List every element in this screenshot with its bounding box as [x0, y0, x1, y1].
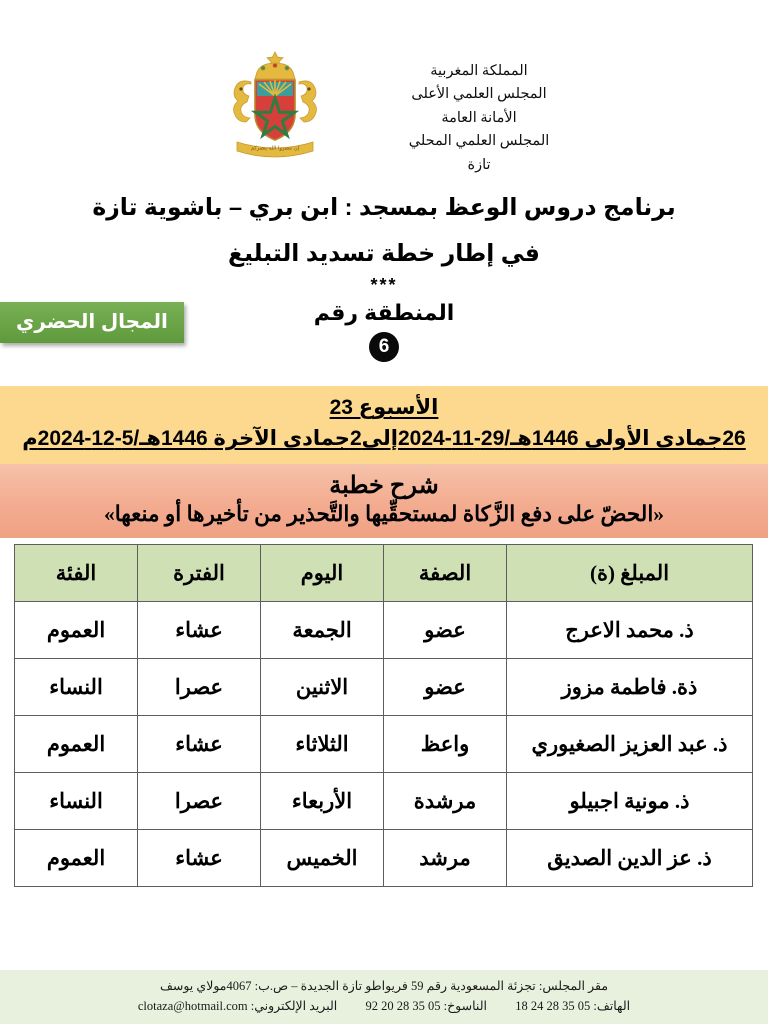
- title-separator-stars: ***: [370, 275, 398, 296]
- date-band: [0, 386, 768, 464]
- org-line-kingdom: المملكة المغربية: [430, 63, 528, 79]
- cell-time: عشاء: [138, 716, 261, 773]
- org-line-secretariat: الأمانة العامة: [441, 109, 517, 126]
- cell-category: النساء: [15, 659, 138, 716]
- org-line-supreme-council: المجلس العلمي الأعلى: [411, 86, 547, 103]
- date-range: 26جمادى الأولى 1446هـ/29-11-2024إلى2جمادى الآخرة 1446هـ/5-12-2024م: [22, 427, 746, 451]
- cell-name: ذ. محمد الاعرج: [507, 602, 753, 659]
- cell-name: ذ. مونية اجبيلو: [507, 773, 753, 830]
- column-header-category: الفئة: [15, 545, 138, 602]
- organization-heading: [409, 46, 550, 177]
- column-header-day: اليوم: [261, 545, 384, 602]
- column-header-name: المبلغ (ة): [507, 545, 753, 602]
- table-header-row: [15, 545, 753, 602]
- cell-day: الخميس: [261, 830, 384, 887]
- cell-role: واعظ: [384, 716, 507, 773]
- cell-name: ذ. عبد العزيز الصغيوري: [507, 716, 753, 773]
- table-row: [15, 659, 753, 716]
- cell-role: عضو: [384, 602, 507, 659]
- schedule-table-wrapper: [0, 538, 768, 887]
- footer-address: مقر المجلس: تجزئة المسعودية رقم 59 فريواطو تازة الجديدة – ص.ب: 4067مولاي يوسف: [159, 979, 609, 994]
- cell-day: الأربعاء: [261, 773, 384, 830]
- cell-day: الاثنين: [261, 659, 384, 716]
- cell-name: ذة. فاطمة مزوز: [507, 659, 753, 716]
- zone-label: المنطقة رقم: [313, 300, 455, 326]
- program-title-line-1: برنامج دروس الوعظ بمسجد : ابن بري – باشوية تازة: [92, 194, 676, 221]
- footer-fax-label: الناسوخ:: [443, 998, 487, 1013]
- zone-row: [0, 300, 768, 386]
- table-row: [15, 716, 753, 773]
- table-row: [15, 602, 753, 659]
- svg-text:إن تنصروا الله ينصركم: إن تنصروا الله ينصركم: [250, 145, 299, 152]
- cell-role: عضو: [384, 659, 507, 716]
- footer-contacts: [0, 997, 768, 1016]
- khutba-title: شرح خطبة: [329, 473, 439, 500]
- cell-day: الجمعة: [261, 602, 384, 659]
- table-row: [15, 773, 753, 830]
- footer-email-value: clotaza@hotmail.com: [137, 998, 248, 1013]
- column-header-role: الصفة: [384, 545, 507, 602]
- footer-fax-value: 05 35 28 20 92: [365, 998, 441, 1013]
- zone-number-badge: 6: [369, 332, 399, 362]
- cell-time: عصرا: [138, 773, 261, 830]
- masthead: [0, 0, 768, 177]
- org-line-city: تازة: [467, 156, 491, 173]
- cell-time: عصرا: [138, 659, 261, 716]
- org-line-local-council: المجلس العلمي المحلي: [408, 133, 550, 150]
- cell-category: العموم: [15, 602, 138, 659]
- week-number: الأسبوع 23: [329, 396, 439, 420]
- column-header-time: الفترة: [138, 545, 261, 602]
- footer-phone-label: الهاتف:: [593, 998, 631, 1013]
- cell-day: الثلاثاء: [261, 716, 384, 773]
- cell-category: النساء: [15, 773, 138, 830]
- cell-role: مرشد: [384, 830, 507, 887]
- table-row: [15, 830, 753, 887]
- khutba-band: [0, 464, 768, 538]
- program-title-line-2: في إطار خطة تسديد التبليغ: [228, 240, 540, 267]
- khutba-subject: «الحضّ على دفع الزَّكاة لمستحقِّيها والتَّحذير من تأخيرها أو منعها»: [103, 502, 665, 527]
- schedule-table: [14, 544, 753, 887]
- morocco-coat-of-arms-icon: [219, 46, 331, 164]
- cell-category: العموم: [15, 830, 138, 887]
- cell-name: ذ. عز الدين الصديق: [507, 830, 753, 887]
- cell-time: عشاء: [138, 602, 261, 659]
- page-title: [0, 193, 768, 296]
- cell-time: عشاء: [138, 830, 261, 887]
- footer-email-label: البريد الإلكتروني:: [250, 998, 338, 1013]
- footer-phone-value: 05 35 28 24 18: [515, 998, 591, 1013]
- footer: [0, 970, 768, 1024]
- urban-domain-badge: المجال الحضري: [0, 302, 184, 343]
- cell-category: العموم: [15, 716, 138, 773]
- cell-role: مرشدة: [384, 773, 507, 830]
